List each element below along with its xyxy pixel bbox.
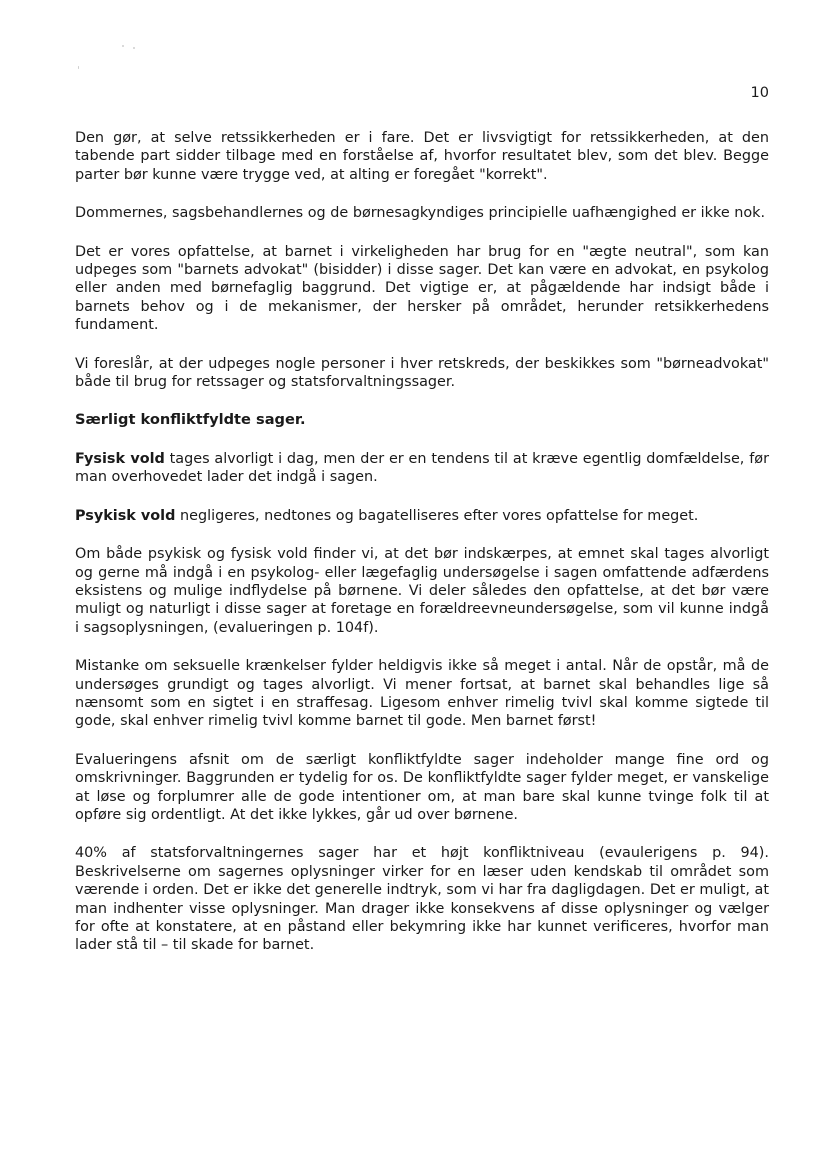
paragraph-uafhaengighed: Dommernes, sagsbehandlernes og de børnesagkyndiges principielle uafhængighed er ikke nok. (75, 205, 766, 222)
lead-paragraph-text: negligeres, nedtones og bagatelliseres efter vores opfattelse for meget. (175, 507, 699, 524)
paragraph-evalueringens-afsnit: Evalueringens afsnit om de særligt konfliktfyldte sager indeholder mange fine ord og omskrivninger. Baggrunden er tydelig for os. De konfliktfyldte sager fylder meget, er vanskelige at løse og forplumrer alle de gode intentioner om, at man bare skal kunne tvinge folk til at opføre sig ordentligt. At det ikke lykkes, går ud over børnene. (75, 751, 769, 823)
paragraph-aegte-neutral: Det er vores opfattelse, at barnet i virkeligheden har brug for en "ægte neutral", som kan udpeges som "barnets advokat" (bisidder) i disse sager. Det kan være en advokat, en psykolog eller anden med børnefaglig baggrund. Det vigtige er, at pågældende har indsigt både i barnets behov og i de mekanismer, der hersker på området, herunder retsikkerhedens fundament. (75, 243, 769, 334)
page-number: 10 (750, 85, 769, 101)
scan-speck (122, 45, 124, 47)
section-heading: Særligt konfliktfyldte sager. (75, 411, 306, 429)
paragraph-seksuelle-kraenkelser: Mistanke om seksuelle krænkelser fylder heldigvis ikke så meget i antal. Når de opstår, må de undersøges grundigt og tages alvorligt. Vi mener fortsat, at barnet skal behandles lige så nænsomt som en sigtet i en straffesag. Ligesom enhver rimelig tvivl skal komme sigtede til gode, skal enhver rimelig tvivl komme barnet til gode. Men barnet først! (75, 658, 769, 730)
lead-paragraph-text: tages alvorligt i dag, men der er en tendens til at kræve egentlig domfældelse, før man overhovedet lader det indgå i sagen. (75, 450, 769, 486)
document-body (75, 129, 769, 975)
scan-speck (133, 47, 135, 49)
paragraph-retssikkerhed: Den gør, at selve retssikkerheden er i fare. Det er livsvigtigt for retssikkerheden, at den tabende part sidder tilbage med en forståelse af, hvorfor resultatet blev, som det blev. Begge parter bør kunne være trygge ved, at alting er foregået "korrekt". (75, 130, 769, 183)
scan-speck (78, 66, 79, 69)
paragraph-fysisk-vold (75, 450, 769, 487)
lead-term: Fysisk vold (75, 450, 165, 467)
lead-term: Psykisk vold (75, 507, 176, 524)
paragraph-psykisk-vold (75, 507, 769, 525)
paragraph-psykisk-og-fysisk-vold: Om både psykisk og fysisk vold finder vi, at det bør indskærpes, at emnet skal tages alvorligt og gerne må indgå i en psykolog- eller lægefaglig undersøgelse i sagen omfattende adfærdens eksistens og mulige indflydelse på børnene. Vi deler således den opfattelse, at det bør være muligt og naturligt i disse sager at foretage en forældreevneundersøgelse, som vil kunne indgå i sagsoplysningen, (evalueringen p. 104f). (75, 546, 769, 636)
paragraph-konfliktniveau: 40% af statsforvaltningernes sager har et højt konfliktniveau (evaulerigens p. 94). Beskrivelserne om sagernes oplysninger virker for en læser uden kendskab til området som værende i orden. Det er ikke det generelle indtryk, som vi har fra dagligdagen. Det er muligt, at man indhenter visse oplysninger. Man drager ikke konsekvens af disse oplysninger og vælger for ofte at konstatere, at en påstand eller bekymring ikke har kunnet verificeres, hvorfor man lader stå til – til skade for barnet. (75, 845, 769, 954)
paragraph-boerneadvokat: Vi foreslår, at der udpeges nogle personer i hver retskreds, der beskikkes som "børneadvokat" både til brug for retssager og statsforvaltningssager. (75, 355, 769, 391)
